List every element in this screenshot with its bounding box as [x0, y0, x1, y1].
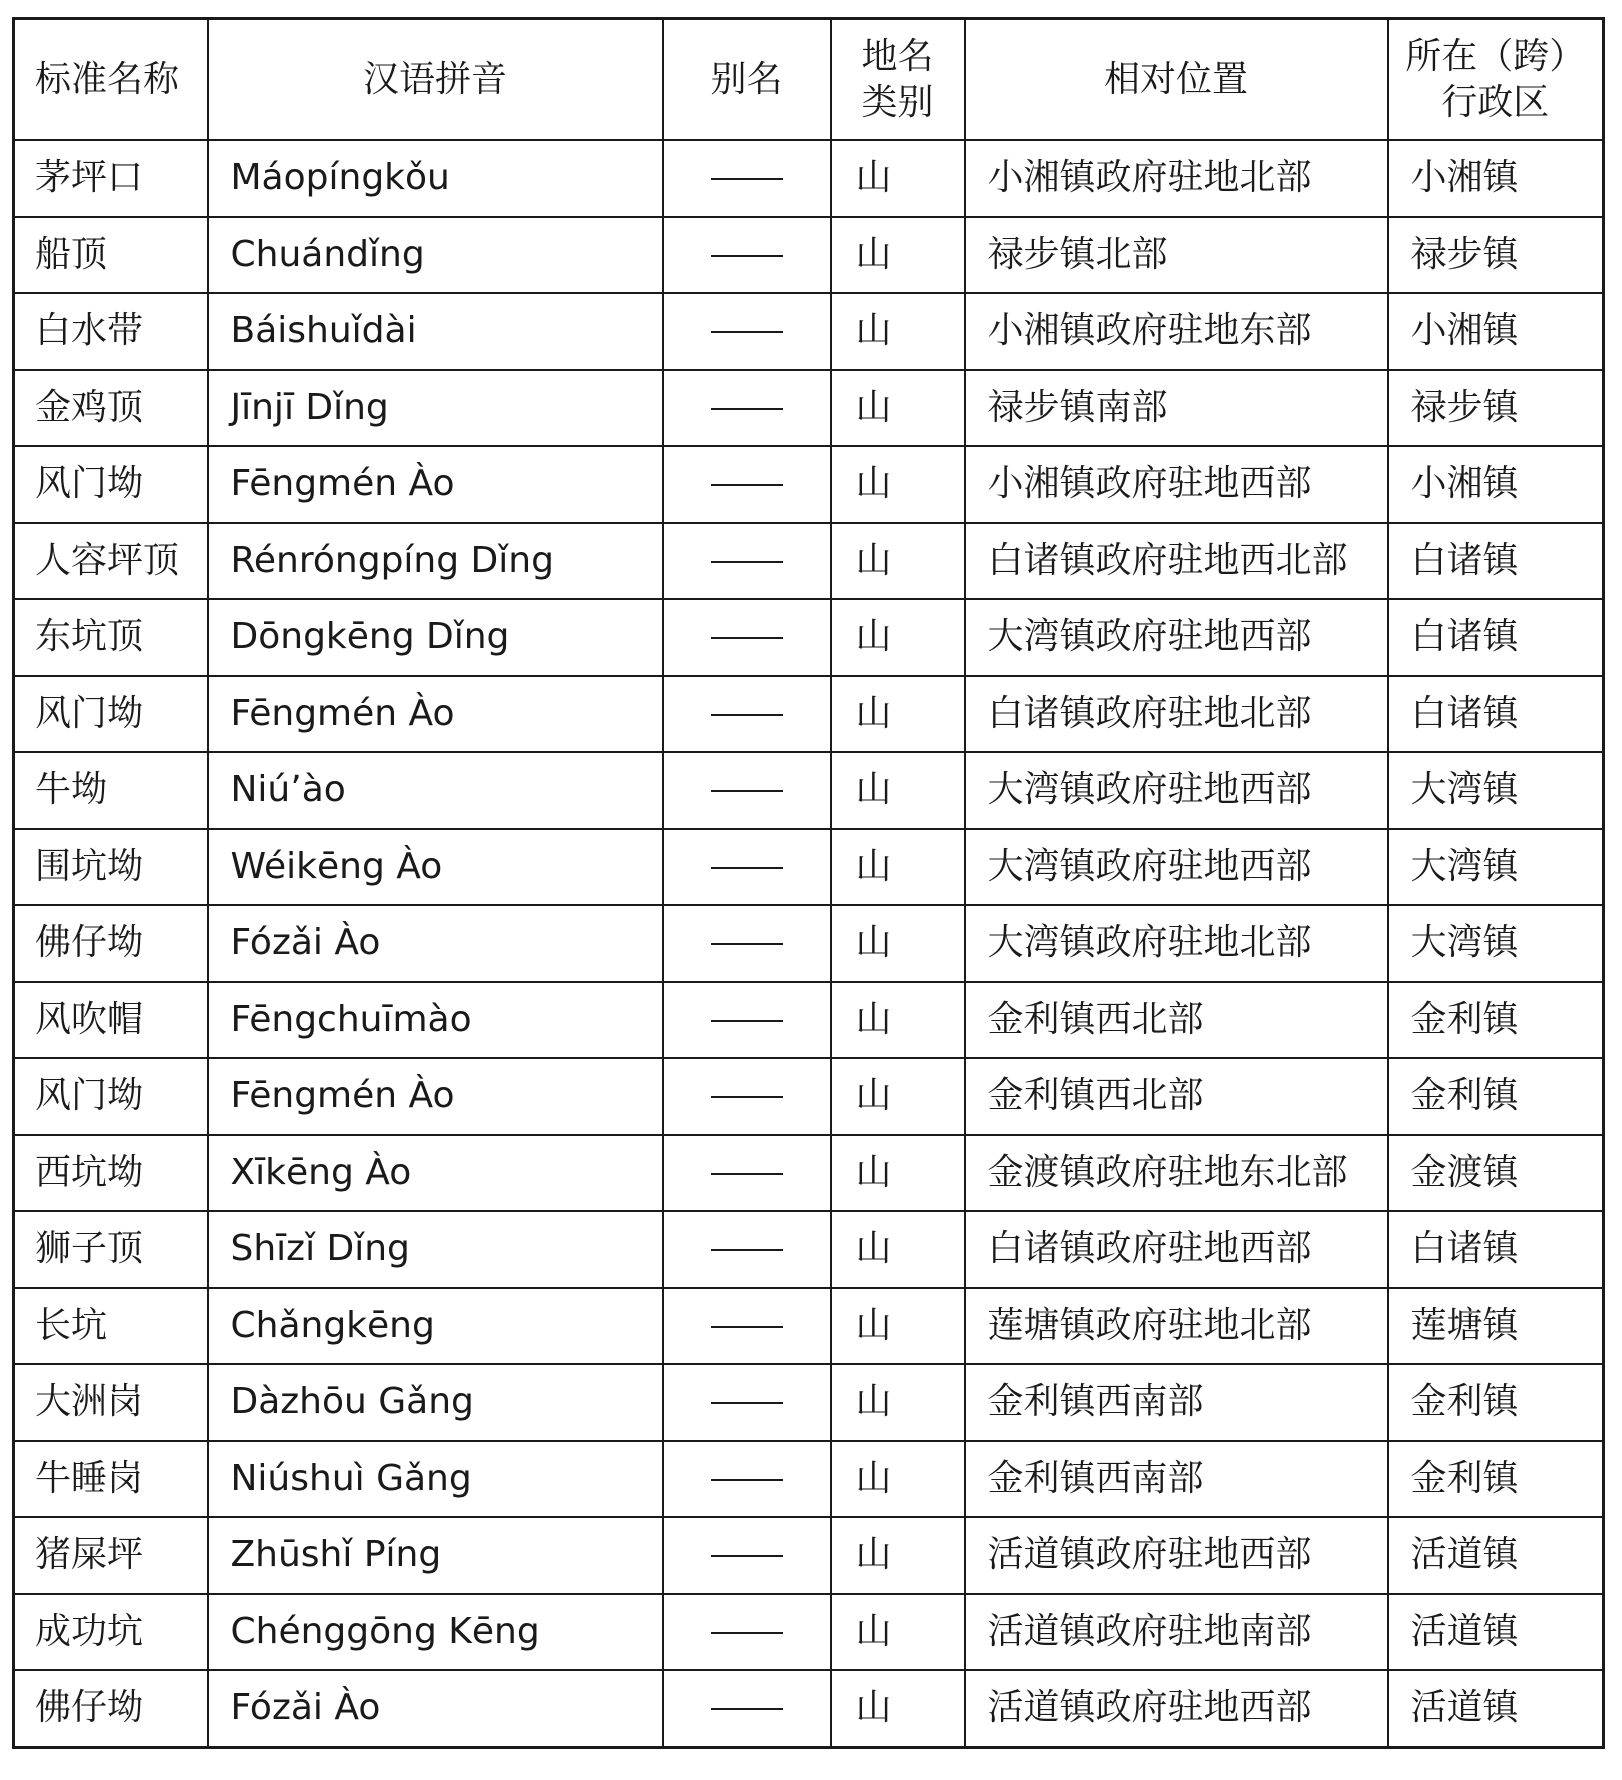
- table-row: [14, 1441, 1604, 1518]
- cell-relative-position: 小湘镇政府驻地北部: [965, 140, 1388, 217]
- cell-pinyin: Niúshuì Gǎng: [208, 1441, 663, 1518]
- header-row: [14, 19, 1604, 141]
- cell-category: 山: [831, 676, 965, 753]
- cell-category: 山: [831, 1211, 965, 1288]
- alias-text: [783, 1612, 784, 1613]
- cell-relative-position: 金渡镇政府驻地东北部: [965, 1135, 1388, 1212]
- cell-admin-region: 金利镇: [1388, 1058, 1604, 1135]
- cell-category: 山: [831, 1670, 965, 1747]
- alias-dash: [711, 1708, 783, 1710]
- cell-relative-position: 活道镇政府驻地西部: [965, 1517, 1388, 1594]
- table-row: [14, 1211, 1604, 1288]
- alias-dash: [711, 1096, 783, 1098]
- alias-text: [783, 1306, 784, 1307]
- cell-standard-name: 西坑坳: [14, 1135, 208, 1212]
- alias-dash: [711, 1020, 783, 1022]
- header-admin-line1: 所在（跨）: [1405, 35, 1586, 77]
- alias-text: [783, 1535, 784, 1536]
- alias-text: [783, 388, 784, 389]
- cell-pinyin: Xīkēng Ào: [208, 1135, 663, 1212]
- cell-relative-position: 莲塘镇政府驻地北部: [965, 1288, 1388, 1365]
- cell-category: 山: [831, 905, 965, 982]
- cell-standard-name: 船顶: [14, 217, 208, 294]
- cell-alias: [663, 1288, 831, 1365]
- cell-category: 山: [831, 1135, 965, 1212]
- cell-category: 山: [831, 982, 965, 1059]
- cell-standard-name: 风门坳: [14, 446, 208, 523]
- cell-pinyin: Fēngmén Ào: [208, 676, 663, 753]
- cell-alias: [663, 829, 831, 906]
- table-row: [14, 1517, 1604, 1594]
- cell-standard-name: 金鸡顶: [14, 370, 208, 447]
- alias-text: [783, 235, 784, 236]
- cell-category: 山: [831, 1364, 965, 1441]
- cell-standard-name: 风门坳: [14, 1058, 208, 1135]
- alias-text: [783, 1382, 784, 1383]
- cell-alias: [663, 523, 831, 600]
- place-name-table: [12, 17, 1605, 1749]
- cell-admin-region: 大湾镇: [1388, 752, 1604, 829]
- header-alias: 别名: [663, 19, 831, 141]
- cell-standard-name: 长坑: [14, 1288, 208, 1365]
- cell-standard-name: 白水带: [14, 293, 208, 370]
- cell-alias: [663, 1135, 831, 1212]
- cell-admin-region: 活道镇: [1388, 1594, 1604, 1671]
- cell-relative-position: 小湘镇政府驻地东部: [965, 293, 1388, 370]
- alias-text: [783, 541, 784, 542]
- cell-pinyin: Báishuǐdài: [208, 293, 663, 370]
- cell-admin-region: 小湘镇: [1388, 140, 1604, 217]
- cell-pinyin: Máopíngkǒu: [208, 140, 663, 217]
- alias-dash: [711, 561, 783, 563]
- table-row: [14, 599, 1604, 676]
- cell-category: 山: [831, 140, 965, 217]
- cell-admin-region: 禄步镇: [1388, 217, 1604, 294]
- cell-alias: [663, 217, 831, 294]
- header-category: [831, 19, 965, 141]
- cell-pinyin: Chuándǐng: [208, 217, 663, 294]
- alias-text: [783, 617, 784, 618]
- cell-standard-name: 猪屎坪: [14, 1517, 208, 1594]
- cell-admin-region: 大湾镇: [1388, 905, 1604, 982]
- cell-category: 山: [831, 217, 965, 294]
- cell-admin-region: 小湘镇: [1388, 446, 1604, 523]
- cell-relative-position: 金利镇西北部: [965, 1058, 1388, 1135]
- cell-alias: [663, 1441, 831, 1518]
- cell-alias: [663, 370, 831, 447]
- cell-category: 山: [831, 1517, 965, 1594]
- cell-category: 山: [831, 446, 965, 523]
- table-row: [14, 140, 1604, 217]
- cell-pinyin: Chénggōng Kēng: [208, 1594, 663, 1671]
- alias-text: [783, 1000, 784, 1001]
- table-row: [14, 523, 1604, 600]
- cell-category: 山: [831, 752, 965, 829]
- table-row: [14, 1058, 1604, 1135]
- cell-pinyin: Fēngchuīmào: [208, 982, 663, 1059]
- cell-category: 山: [831, 523, 965, 600]
- cell-standard-name: 牛坳: [14, 752, 208, 829]
- cell-admin-region: 白诸镇: [1388, 523, 1604, 600]
- table-row: [14, 1594, 1604, 1671]
- alias-dash: [711, 1479, 783, 1481]
- cell-pinyin: Dàzhōu Gǎng: [208, 1364, 663, 1441]
- cell-category: 山: [831, 829, 965, 906]
- table-row: [14, 293, 1604, 370]
- cell-alias: [663, 905, 831, 982]
- cell-alias: [663, 752, 831, 829]
- cell-pinyin: Dōngkēng Dǐng: [208, 599, 663, 676]
- cell-admin-region: 金利镇: [1388, 982, 1604, 1059]
- table-row: [14, 1135, 1604, 1212]
- cell-relative-position: 禄步镇南部: [965, 370, 1388, 447]
- cell-alias: [663, 293, 831, 370]
- header-admin-line2: 行政区: [1441, 81, 1550, 123]
- header-category-line2: 类别: [861, 81, 934, 123]
- cell-pinyin: Niú’ào: [208, 752, 663, 829]
- alias-dash: [711, 255, 783, 257]
- table-row: [14, 982, 1604, 1059]
- cell-standard-name: 人容坪顶: [14, 523, 208, 600]
- cell-category: 山: [831, 1288, 965, 1365]
- cell-alias: [663, 446, 831, 523]
- alias-text: [783, 694, 784, 695]
- cell-standard-name: 茅坪口: [14, 140, 208, 217]
- cell-standard-name: 大洲岗: [14, 1364, 208, 1441]
- alias-dash: [711, 1555, 783, 1557]
- cell-alias: [663, 1211, 831, 1288]
- cell-relative-position: 白诸镇政府驻地北部: [965, 676, 1388, 753]
- alias-text: [783, 1459, 784, 1460]
- cell-relative-position: 白诸镇政府驻地西部: [965, 1211, 1388, 1288]
- cell-relative-position: 大湾镇政府驻地西部: [965, 752, 1388, 829]
- alias-dash: [711, 484, 783, 486]
- cell-relative-position: 白诸镇政府驻地西北部: [965, 523, 1388, 600]
- cell-category: 山: [831, 599, 965, 676]
- table-row: [14, 1364, 1604, 1441]
- cell-admin-region: 活道镇: [1388, 1517, 1604, 1594]
- cell-pinyin: Fózǎi Ào: [208, 1670, 663, 1747]
- cell-pinyin: Wéikēng Ào: [208, 829, 663, 906]
- cell-admin-region: 金利镇: [1388, 1364, 1604, 1441]
- cell-alias: [663, 1670, 831, 1747]
- alias-text: [783, 1229, 784, 1230]
- cell-standard-name: 风吹帽: [14, 982, 208, 1059]
- cell-admin-region: 活道镇: [1388, 1670, 1604, 1747]
- cell-relative-position: 大湾镇政府驻地北部: [965, 905, 1388, 982]
- cell-category: 山: [831, 1441, 965, 1518]
- alias-text: [783, 1076, 784, 1077]
- cell-pinyin: Fēngmén Ào: [208, 1058, 663, 1135]
- alias-dash: [711, 1402, 783, 1404]
- cell-alias: [663, 1517, 831, 1594]
- cell-standard-name: 佛仔坳: [14, 905, 208, 982]
- cell-relative-position: 大湾镇政府驻地西部: [965, 599, 1388, 676]
- table-body: [14, 140, 1604, 1747]
- alias-dash: [711, 1326, 783, 1328]
- table-row: [14, 217, 1604, 294]
- cell-alias: [663, 599, 831, 676]
- cell-pinyin: Zhūshǐ Píng: [208, 1517, 663, 1594]
- cell-standard-name: 牛睡岗: [14, 1441, 208, 1518]
- table-row: [14, 1670, 1604, 1747]
- cell-pinyin: Fózǎi Ào: [208, 905, 663, 982]
- cell-relative-position: 活道镇政府驻地南部: [965, 1594, 1388, 1671]
- cell-relative-position: 金利镇西南部: [965, 1441, 1388, 1518]
- cell-admin-region: 白诸镇: [1388, 676, 1604, 753]
- table-row: [14, 370, 1604, 447]
- table-row: [14, 752, 1604, 829]
- alias-dash: [711, 943, 783, 945]
- cell-admin-region: 金渡镇: [1388, 1135, 1604, 1212]
- header-pinyin: 汉语拼音: [208, 19, 663, 141]
- cell-relative-position: 小湘镇政府驻地西部: [965, 446, 1388, 523]
- alias-dash: [711, 714, 783, 716]
- table-row: [14, 829, 1604, 906]
- cell-admin-region: 白诸镇: [1388, 599, 1604, 676]
- table-row: [14, 676, 1604, 753]
- cell-standard-name: 成功坑: [14, 1594, 208, 1671]
- alias-text: [783, 311, 784, 312]
- cell-category: 山: [831, 293, 965, 370]
- cell-standard-name: 风门坳: [14, 676, 208, 753]
- alias-dash: [711, 867, 783, 869]
- header-standard-name: 标准名称: [14, 19, 208, 141]
- alias-text: [783, 770, 784, 771]
- cell-relative-position: 金利镇西北部: [965, 982, 1388, 1059]
- cell-admin-region: 小湘镇: [1388, 293, 1604, 370]
- cell-standard-name: 围坑坳: [14, 829, 208, 906]
- cell-category: 山: [831, 370, 965, 447]
- cell-alias: [663, 676, 831, 753]
- cell-alias: [663, 1364, 831, 1441]
- alias-dash: [711, 408, 783, 410]
- alias-dash: [711, 790, 783, 792]
- alias-dash: [711, 331, 783, 333]
- cell-pinyin: Shīzǐ Dǐng: [208, 1211, 663, 1288]
- header-admin-region: [1388, 19, 1604, 141]
- cell-pinyin: Rénróngpíng Dǐng: [208, 523, 663, 600]
- alias-dash: [711, 178, 783, 180]
- alias-text: [783, 464, 784, 465]
- alias-text: [783, 847, 784, 848]
- cell-relative-position: 金利镇西南部: [965, 1364, 1388, 1441]
- alias-text: [783, 923, 784, 924]
- header-category-line1: 地名: [861, 35, 934, 77]
- alias-text: [783, 1153, 784, 1154]
- alias-text: [783, 158, 784, 159]
- cell-alias: [663, 1594, 831, 1671]
- document-page: [12, 17, 1602, 1749]
- table-row: [14, 446, 1604, 523]
- alias-dash: [711, 1249, 783, 1251]
- header-relative-position: 相对位置: [965, 19, 1388, 141]
- cell-alias: [663, 982, 831, 1059]
- alias-dash: [711, 1632, 783, 1634]
- cell-admin-region: 禄步镇: [1388, 370, 1604, 447]
- cell-category: 山: [831, 1058, 965, 1135]
- alias-dash: [711, 1173, 783, 1175]
- cell-standard-name: 佛仔坳: [14, 1670, 208, 1747]
- cell-relative-position: 大湾镇政府驻地西部: [965, 829, 1388, 906]
- cell-pinyin: Fēngmén Ào: [208, 446, 663, 523]
- cell-admin-region: 金利镇: [1388, 1441, 1604, 1518]
- alias-text: [783, 1688, 784, 1689]
- cell-relative-position: 活道镇政府驻地西部: [965, 1670, 1388, 1747]
- cell-admin-region: 莲塘镇: [1388, 1288, 1604, 1365]
- table-row: [14, 905, 1604, 982]
- alias-dash: [711, 637, 783, 639]
- cell-admin-region: 大湾镇: [1388, 829, 1604, 906]
- cell-alias: [663, 140, 831, 217]
- cell-alias: [663, 1058, 831, 1135]
- cell-pinyin: Jīnjī Dǐng: [208, 370, 663, 447]
- cell-standard-name: 东坑顶: [14, 599, 208, 676]
- cell-admin-region: 白诸镇: [1388, 1211, 1604, 1288]
- table-row: [14, 1288, 1604, 1365]
- cell-category: 山: [831, 1594, 965, 1671]
- cell-relative-position: 禄步镇北部: [965, 217, 1388, 294]
- cell-pinyin: Chǎngkēng: [208, 1288, 663, 1365]
- cell-standard-name: 狮子顶: [14, 1211, 208, 1288]
